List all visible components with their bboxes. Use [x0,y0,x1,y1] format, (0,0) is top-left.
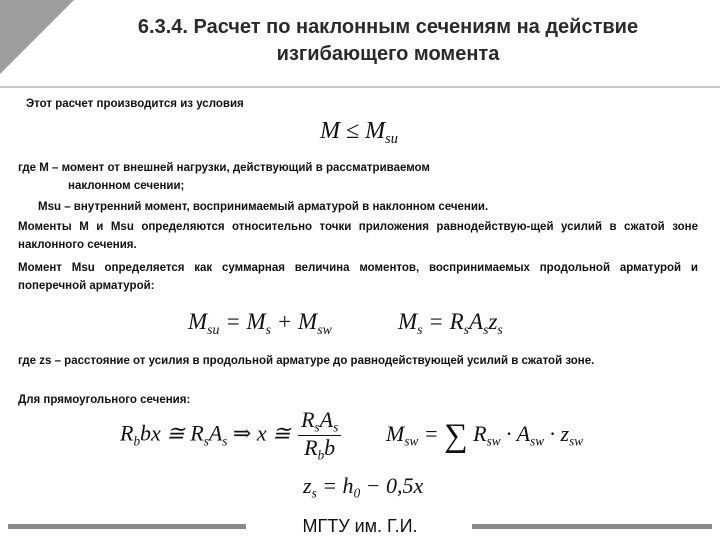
fraction-x: $\frac{R_sA_s}{R_bb}$ [298,408,341,463]
intro-text: Этот расчет производится из условия [26,98,244,110]
formula-zs: $z_s = h_0 - 0,5x$ [303,473,424,501]
zs-paragraph: где zs – расстояние от усилия в продольной арматуре до равнодействующей усилий в сжатой зоне. [18,355,595,367]
formula-msw: $M_{sw}$ = ∑ $R_{sw} \cdot A_{sw} \cdot z_{sw}$ [386,418,584,454]
condition-formula: $M \le M_{su}$ [320,118,398,148]
footer-institution: МГТУ им. Г.И. [302,516,418,536]
corner-decoration [0,0,74,74]
rectangular-section-label: Для прямоугольного сечения: [18,394,191,406]
title-line-1: 6.3.4. Расчет по наклонным сечениям на действие [137,16,639,38]
definition-m-line2: наклонном сечении; [68,180,185,192]
formula-ms: $M_s = R_sA_sz_s$ [398,309,503,337]
formula-x: $R_bbx$ ≅ $R_sA_s$ ⇒ x ≅ $\frac{R_sA_s}{R_bb}$ [120,408,343,463]
footer-bar-left [8,524,246,529]
definition-m-line1: где М – момент от внешней нагрузки, действующий в рассматриваемом [18,162,430,174]
definition-msu: Мsu – внутренний момент, воспринимаемый арматурой в наклонном сечении. [38,201,489,213]
footer-bar-right [472,524,712,529]
moments-paragraph: Моменты М и Мsu определяются относительно точки приложения равнодействую-щей усилий в сжатой зоне наклонного сечения. [18,221,698,251]
title-divider [0,86,720,88]
msu-sum-paragraph: Момент Мsu определяется как суммарная величина моментов, воспринимаемых продольной арматурой и поперечной арматурой: [18,262,698,292]
title-line-2: изгибающего момента [276,43,500,65]
formula-msu-sum: $M_{su} = M_s + M_{sw}$ [188,309,332,337]
slide-title [78,14,698,68]
